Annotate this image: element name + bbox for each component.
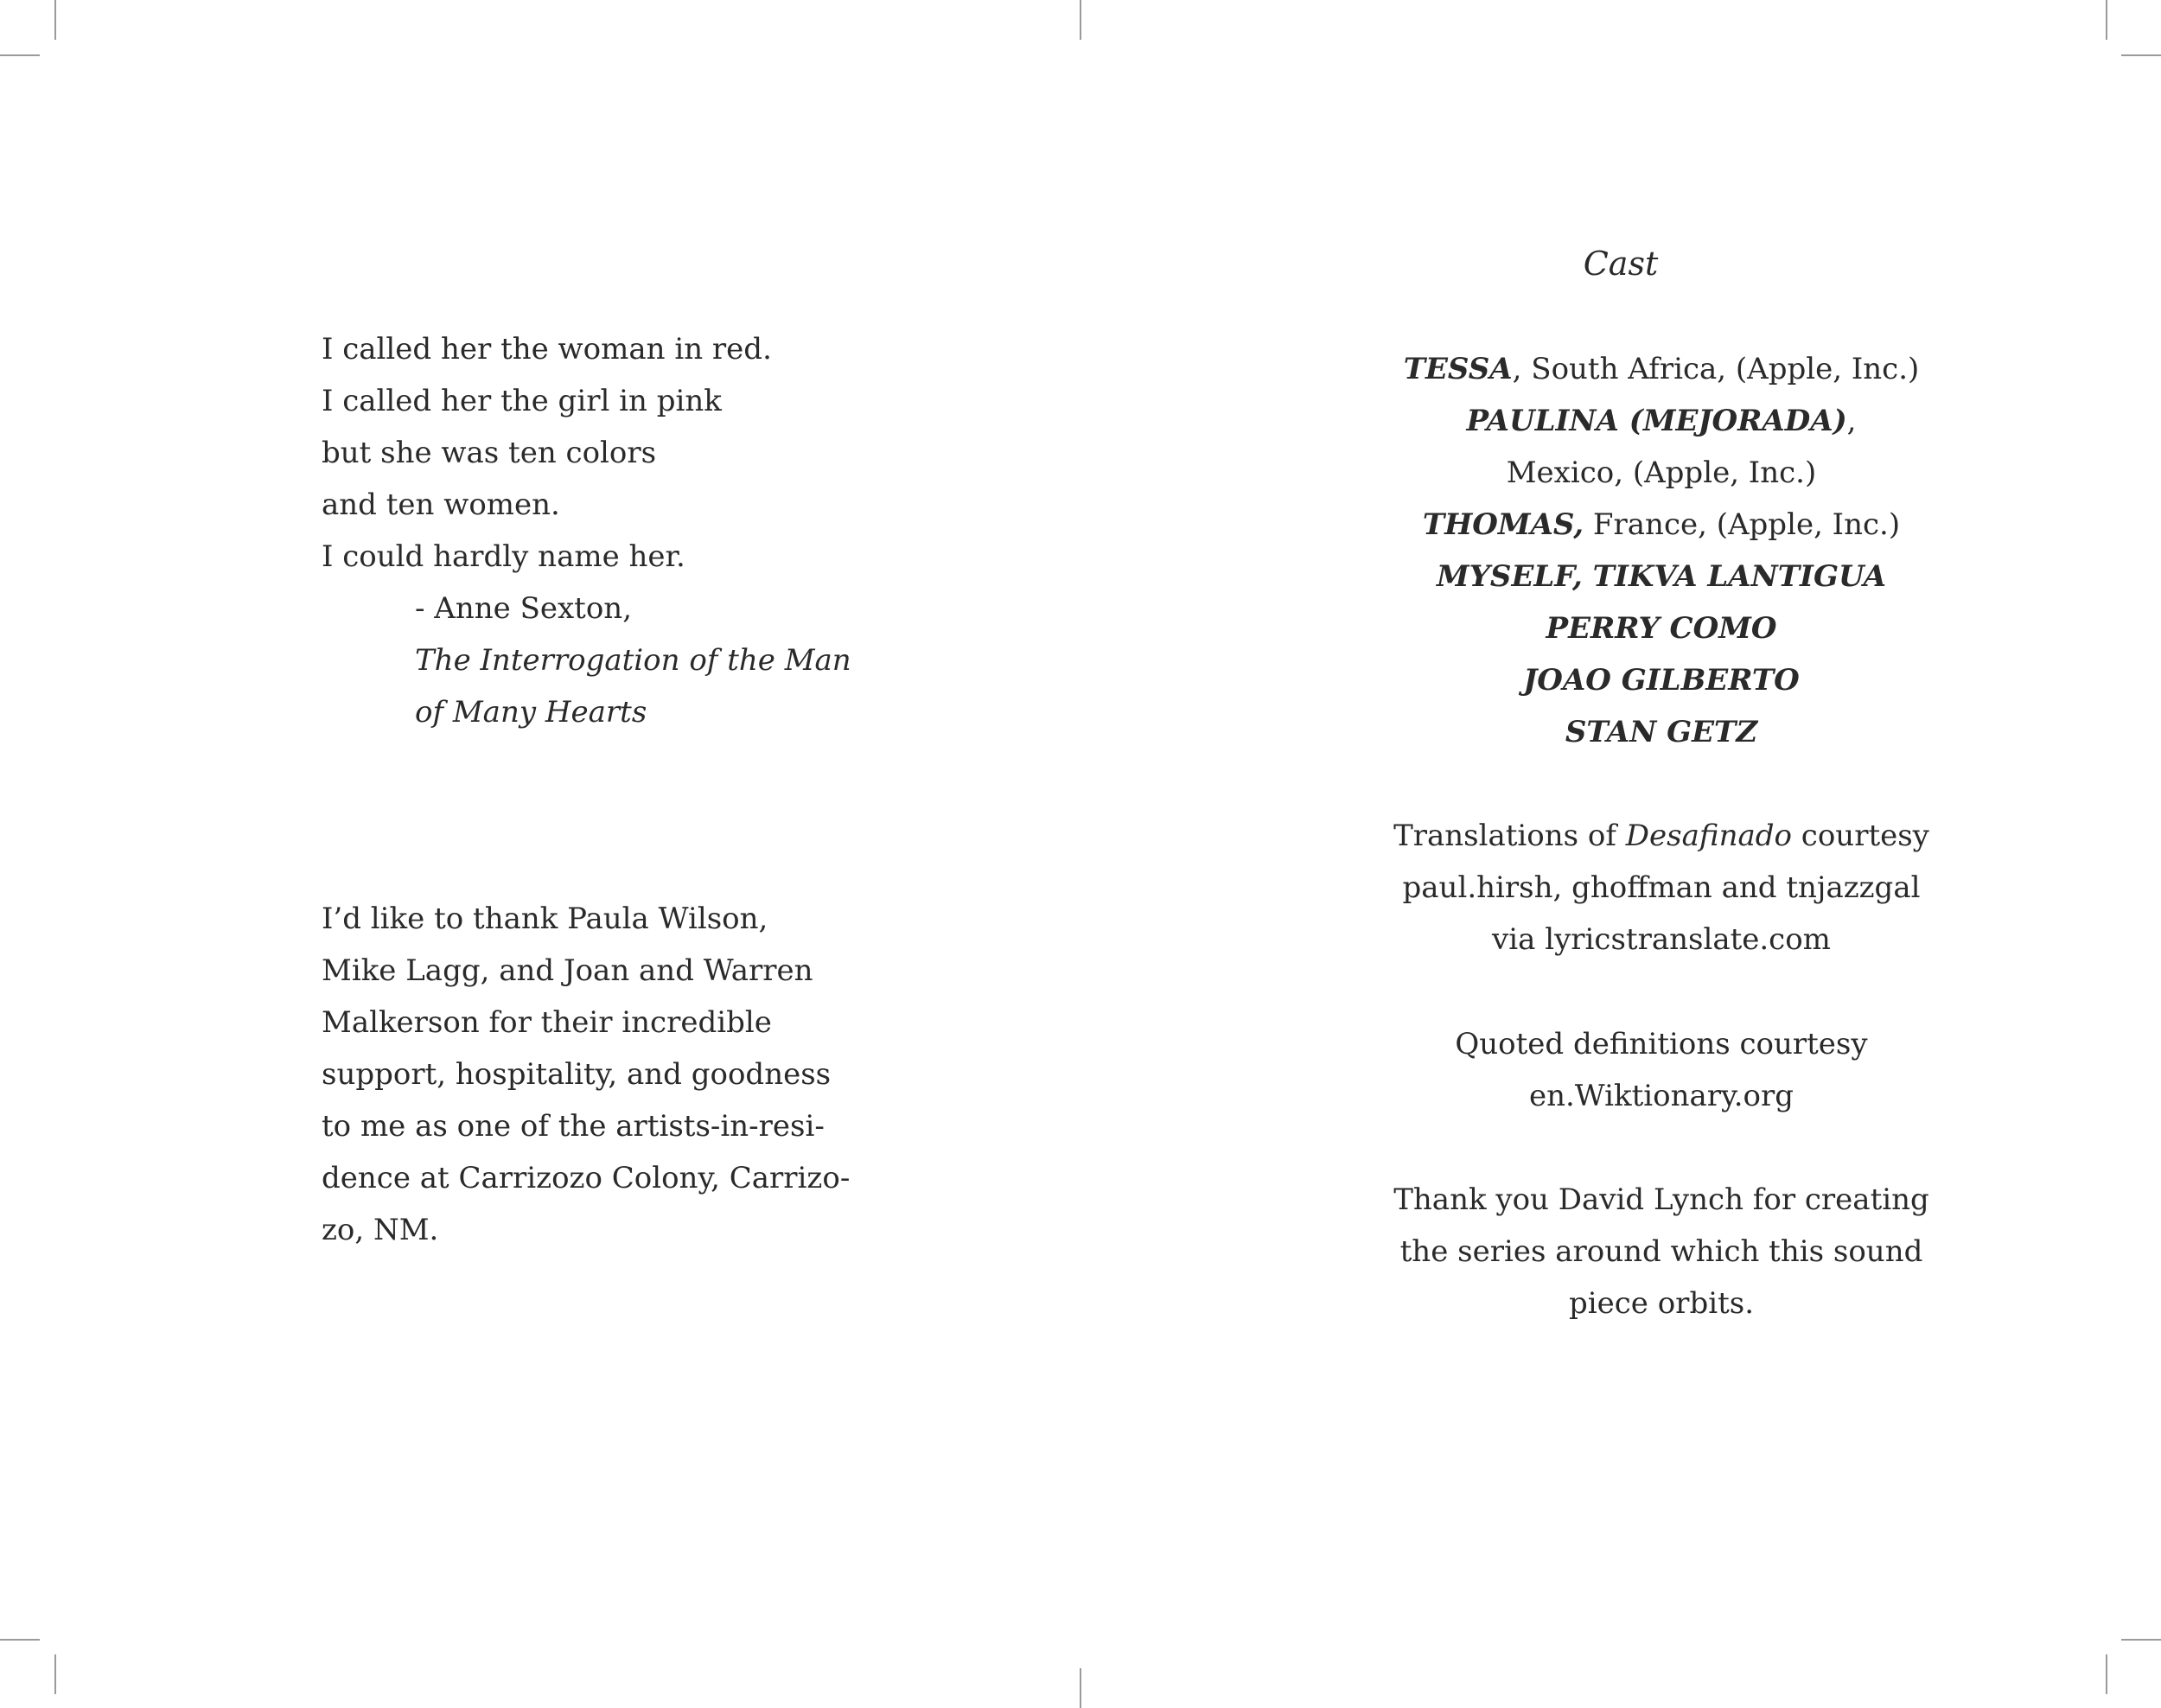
cast-detail: Mexico, (Apple, Inc.)	[1506, 456, 1817, 490]
cast-detail: ,	[1846, 404, 1857, 438]
acknowledgement-line: Malkerson for their incredible	[322, 1005, 772, 1040]
cast-name: JOAO GILBERTO	[1523, 663, 1800, 698]
acknowledgement-line: Mike Lagg, and Joan and Warren	[322, 953, 813, 988]
song-title: Desafinado	[1625, 819, 1792, 853]
credit-line	[1080, 810, 2161, 862]
cast-list	[1080, 343, 2161, 758]
epigraph-source-title: of Many Hearts	[415, 695, 647, 730]
epigraph-attribution: - Anne Sexton,	[415, 591, 632, 626]
epigraph-line: and ten women.	[322, 488, 560, 522]
credit-text: courtesy	[1791, 819, 1929, 853]
cast-name: MYSELF, TIKVA LANTIGUA	[1437, 559, 1886, 594]
cast-entry	[1080, 395, 2161, 447]
cast-heading: Cast	[1583, 245, 1659, 283]
credit-line: the series around which this sound	[1399, 1234, 1923, 1269]
cast-name: PAULINA (MEJORADA)	[1466, 404, 1847, 438]
acknowledgements	[322, 893, 850, 1256]
cast-name: PERRY COMO	[1546, 611, 1777, 646]
acknowledgement-line: support, hospitality, and goodness	[322, 1057, 832, 1092]
epigraph-source-title: The Interrogation of the Man	[415, 643, 851, 678]
epigraph	[322, 323, 851, 738]
acknowledgement-line: I’d like to thank Paula Wilson,	[322, 902, 768, 936]
credit-text: Translations of	[1393, 819, 1626, 853]
epigraph-line: I called her the girl in pink	[322, 384, 722, 418]
epigraph-line: I called her the woman in red.	[322, 332, 772, 366]
translations-credit	[1080, 810, 2161, 966]
cast-detail: France, (Apple, Inc.)	[1584, 507, 1901, 542]
cast-name: THOMAS,	[1422, 507, 1584, 542]
credit-line: en.Wiktionary.org	[1528, 1079, 1794, 1113]
cast-name: STAN GETZ	[1565, 715, 1758, 749]
cast-entry	[1080, 499, 2161, 551]
cast-entry	[1080, 343, 2161, 395]
credit-line: piece orbits.	[1568, 1286, 1754, 1321]
cast-name: TESSA	[1403, 352, 1513, 386]
definitions-credit	[1080, 1018, 2161, 1122]
right-page	[1080, 0, 2161, 1694]
epigraph-line: but she was ten colors	[322, 436, 657, 470]
acknowledgement-line: to me as one of the artists-in-resi-	[322, 1109, 825, 1144]
credit-line: via lyricstranslate.com	[1492, 922, 1831, 957]
credit-line: Quoted definitions courtesy	[1455, 1027, 1868, 1061]
credit-line: Thank you David Lynch for creating	[1393, 1182, 1929, 1217]
epigraph-line: I could hardly name her.	[322, 539, 685, 574]
cast-detail: , South Africa, (Apple, Inc.)	[1512, 352, 1920, 386]
acknowledgement-line: zo, NM.	[322, 1213, 439, 1247]
credit-line: paul.hirsh, ghoffman and tnjazzgal	[1402, 870, 1921, 905]
left-page	[0, 0, 1080, 1694]
lynch-thanks	[1080, 1174, 2161, 1329]
acknowledgement-line: dence at Carrizozo Colony, Carrizo-	[322, 1161, 851, 1195]
